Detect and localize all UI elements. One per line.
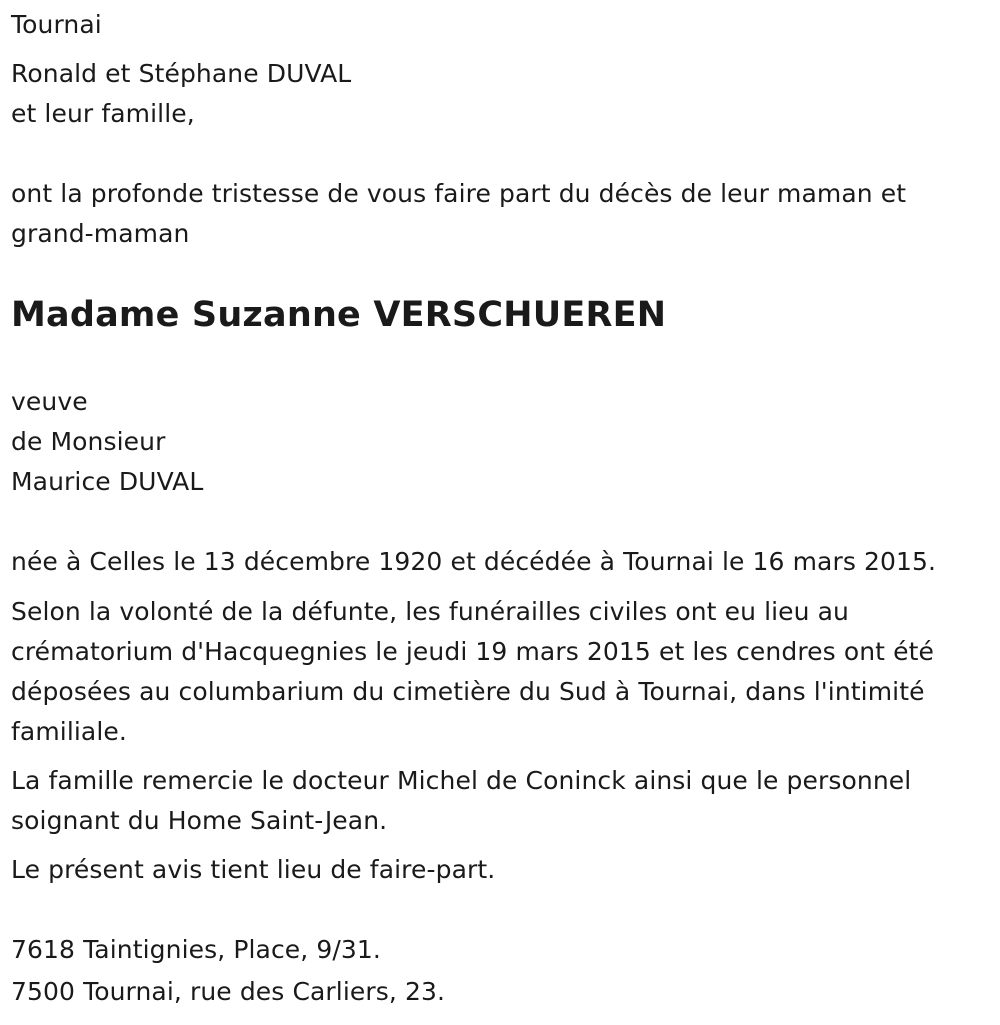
closing-line: Le présent avis tient lieu de faire-part. xyxy=(11,855,496,884)
birth-death-line: née à Celles le 13 décembre 1920 et décédée à Tournai le 16 mars 2015. xyxy=(11,547,937,576)
announcers-line-2: et leur famille, xyxy=(11,99,195,128)
address-line-1: 7618 Taintignies, Place, 9/31. xyxy=(11,935,381,964)
announcement-line-2: grand-maman xyxy=(11,219,190,248)
funeral-line-1: Selon la volonté de la défunte, les funérailles civiles ont eu lieu au xyxy=(11,597,850,626)
funeral-line-2: crématorium d'Hacquegnies le jeudi 19 mars 2015 et les cendres ont été xyxy=(11,637,934,666)
address-line-2: 7500 Tournai, rue des Carliers, 23. xyxy=(11,977,446,1006)
announcers-line-1: Ronald et Stéphane DUVAL xyxy=(11,59,352,88)
funeral-line-4: familiale. xyxy=(11,717,127,746)
relation-line-1: veuve xyxy=(11,387,88,416)
announcement-line-1: ont la profonde tristesse de vous faire part du décès de leur maman et xyxy=(11,179,907,208)
funeral-line-3: déposées au columbarium du cimetière du Sud à Tournai, dans l'intimité xyxy=(11,677,925,706)
thanks-line-2: soignant du Home Saint-Jean. xyxy=(11,806,388,835)
deceased-name: Madame Suzanne VERSCHUEREN xyxy=(11,295,667,335)
relation-line-2: de Monsieur xyxy=(11,427,166,456)
thanks-line-1: La famille remercie le docteur Michel de Coninck ainsi que le personnel xyxy=(11,766,912,795)
relation-line-3: Maurice DUVAL xyxy=(11,467,204,496)
location-header: Tournai xyxy=(11,10,102,39)
